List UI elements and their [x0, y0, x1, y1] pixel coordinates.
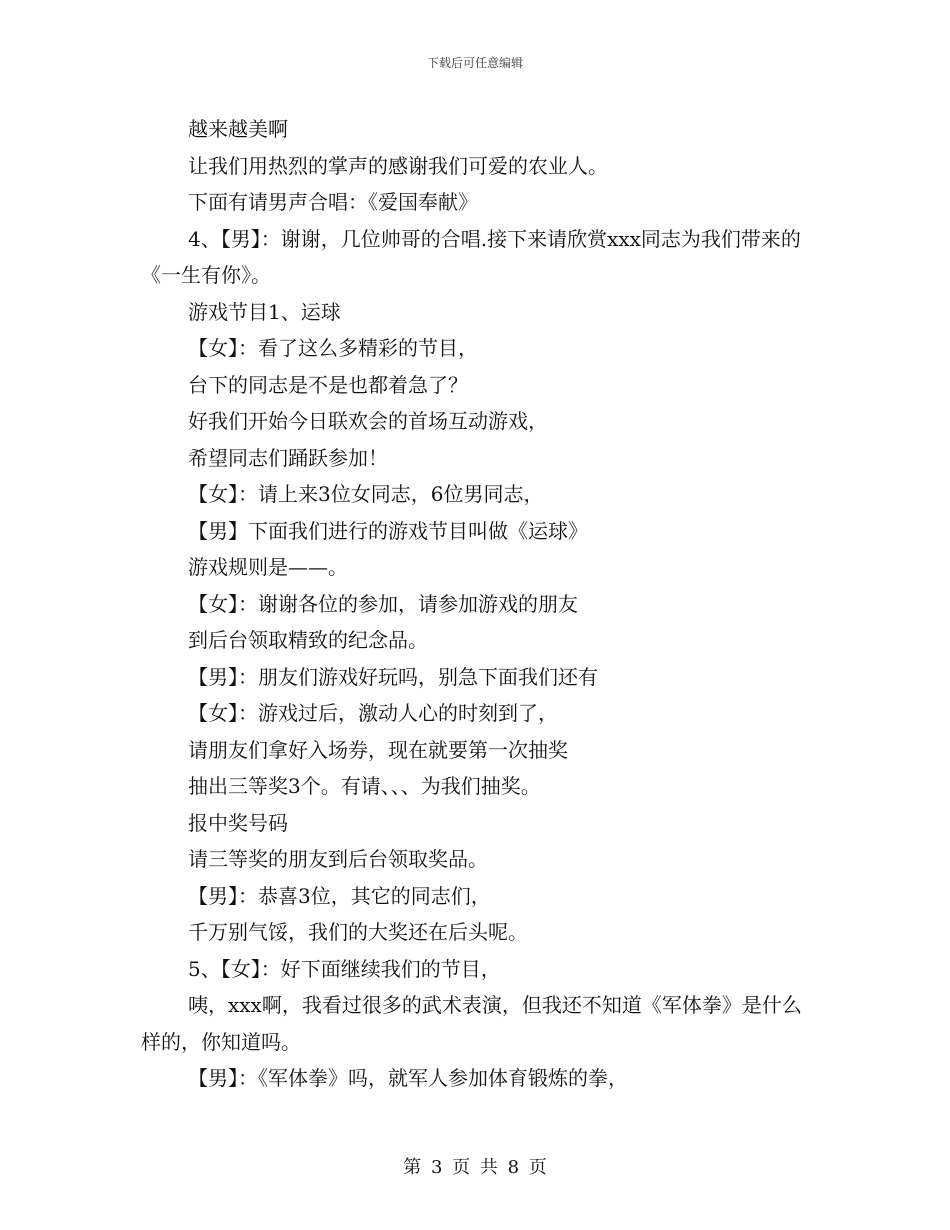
paragraph: 5、【女】：好下面继续我们的节目， — [188, 956, 501, 981]
paragraph: 请三等奖的朋友到后台领取奖品。 — [188, 847, 488, 871]
paragraph: 希望同志们踊跃参加！ — [188, 445, 388, 470]
paragraph: 【女】：游戏过后，激动人心的时刻到了， — [188, 701, 558, 725]
paragraph: 抽出三等奖3个。有请、、、为我们抽奖。 — [188, 774, 541, 798]
paragraph: 游戏规则是——。 — [188, 555, 348, 579]
paragraph: 游戏节目1、运球 — [188, 299, 341, 324]
paragraph: 【男】：朋友们游戏好玩吗，别急下面我们还有 — [188, 664, 598, 689]
paragraph: 【女】：请上来3位女同志，6位男同志， — [188, 482, 544, 506]
page-header: 下载后可任意编辑 — [426, 56, 523, 70]
paragraph: 让我们用热烈的掌声的感谢我们可爱的农业人。 — [188, 153, 608, 178]
paragraph: 【女】：看了这么多精彩的节目， — [188, 336, 478, 360]
paragraph: 报中奖号码 — [188, 810, 288, 835]
paragraph: 【男】：恭喜3位，其它的同志们， — [188, 883, 491, 908]
paragraph: 到后台领取精致的纪念品。 — [188, 628, 428, 652]
paragraph: 【男】：《军体拳》吗，就军人参加体育锻炼的拳， — [188, 1066, 628, 1090]
paragraph: 【女】：谢谢各位的参加，请参加游戏的朋友 — [188, 591, 578, 616]
paragraph: 好我们开始今日联欢会的首场互动游戏， — [188, 409, 548, 433]
paragraph: 【男】下面我们进行的游戏节目叫做《运球》 — [188, 518, 588, 543]
page-number-footer: 第 3 页 共 8 页 — [403, 1157, 547, 1178]
paragraph: 请朋友们拿好入场券，现在就要第一次抽奖 — [188, 737, 568, 762]
paragraph: 越来越美啊 — [188, 117, 288, 141]
paragraph: 4、【男】：谢谢，几位帅哥的合唱.接下来请欣赏xxx同志为我们带来的《一生有你》。 — [141, 226, 801, 287]
paragraph: 咦，xxx啊，我看过很多的武术表演，但我还不知道《军体拳》是什么样的，你知道吗。 — [141, 993, 802, 1054]
paragraph: 台下的同志是不是也都着急了？ — [188, 372, 468, 397]
document-body — [141, 111, 821, 1097]
paragraph: 千万别气馁，我们的大奖还在后头呢。 — [188, 920, 528, 944]
paragraph: 下面有请男声合唱：《爱国奉献》 — [188, 190, 478, 214]
